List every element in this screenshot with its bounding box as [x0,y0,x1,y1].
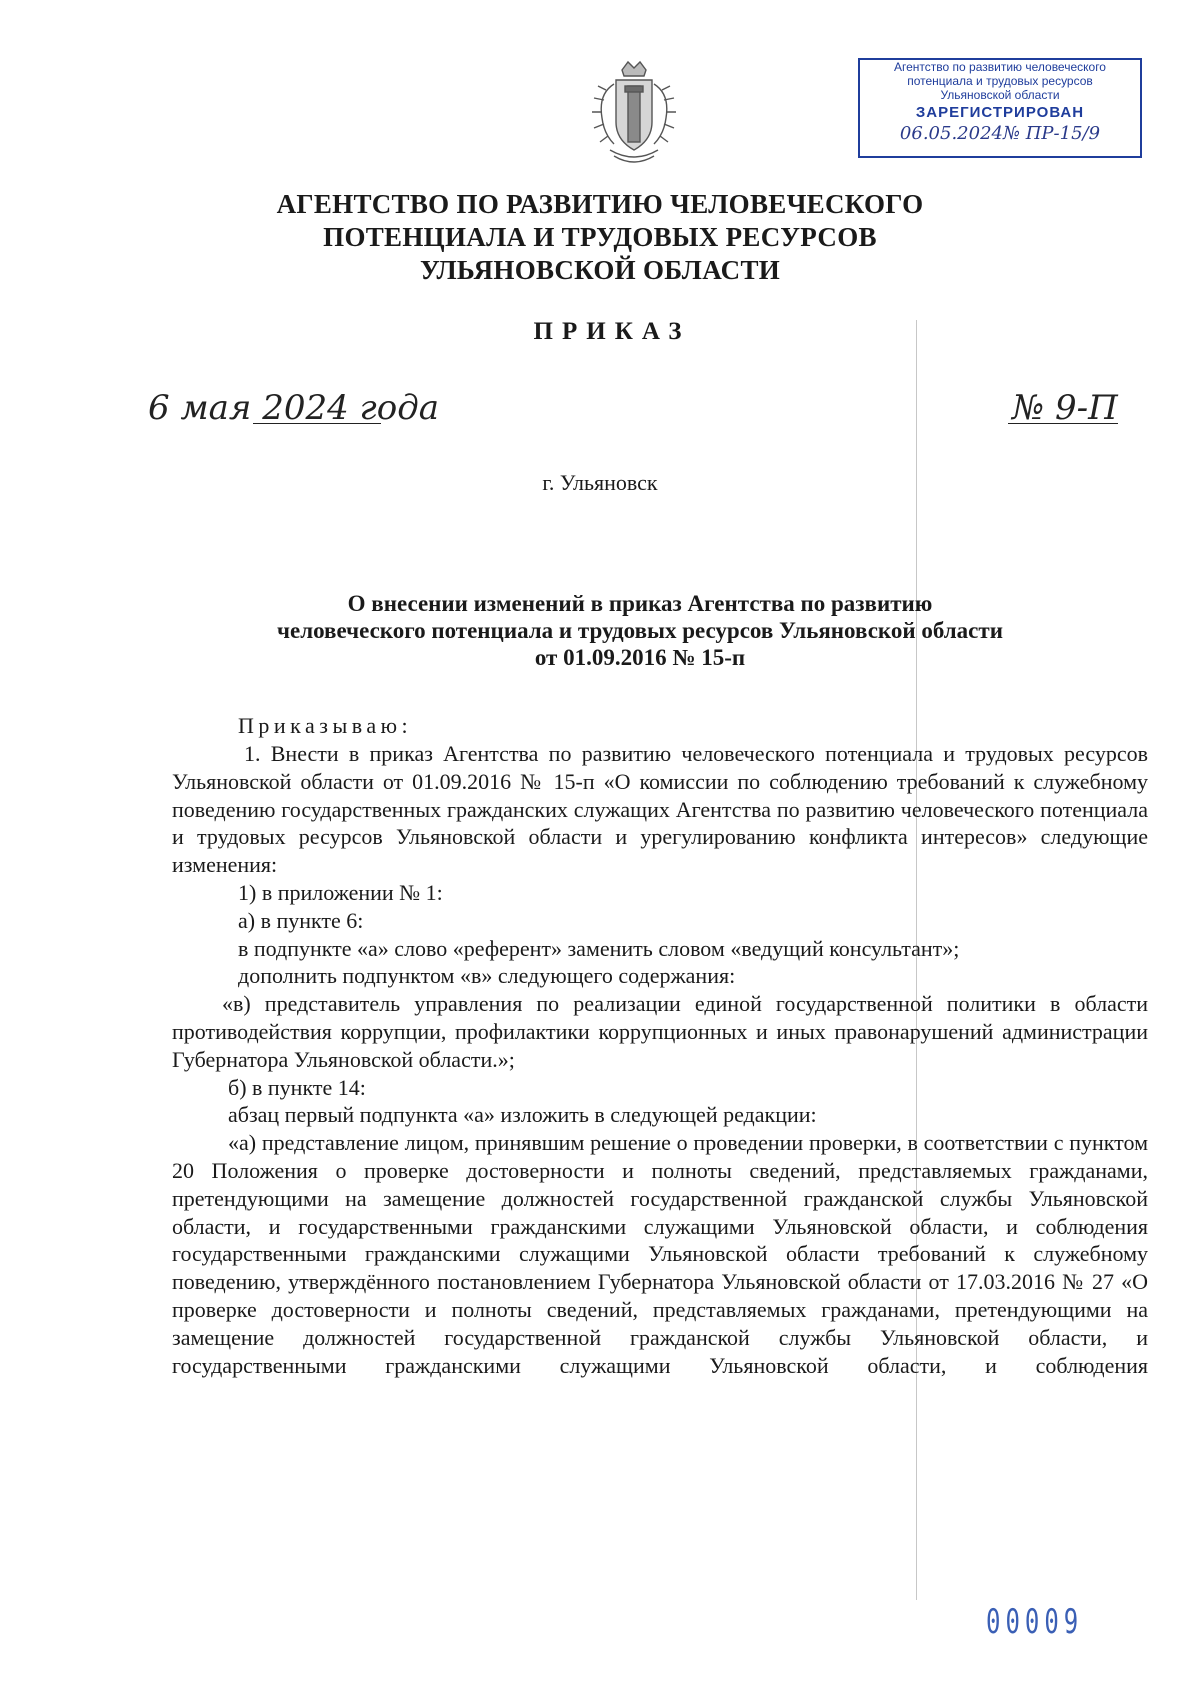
order-directive: Приказываю: [238,713,413,738]
paragraph: 1. Внести в приказ Агентства по развитию человеческого потенциала и трудовых ресурсов Ульяновской области от 01.09.2016 № 15-п «О комиссии по соблюдению требований к служебному поведению государственных гражданских служащих Агентства по развитию человеческого потенциала и трудовых ресурсов Ульяновской области и урегулированию конфликта интересов» следующие изменения: [172,741,1148,878]
paragraph: дополнить подпунктом «в» следующего содержания: [238,963,736,989]
paragraph: в подпункте «а» слово «референт» заменить словом «ведущий консультант»; [238,935,960,961]
document-body [172,740,1148,1379]
paragraph: 1) в приложении № 1: [238,879,443,905]
paragraph: «а) представление лицом, принявшим решение о проведении проверки, в соответствии с пунктом 20 Положения о проверке достоверности и полноты сведений, представляемых гражданами, претендующими на замещение должностей государственной гражданской службы Ульяновской области, и государственными гражданскими служащими Ульяновской области, и соблюдения государственными гражданскими служащими Ульяновской области требований к служебному поведению, утверждённого постановлением Губернатора Ульяновской области от 17.03.2016 № 27 «О проверке достоверности и полноты сведений, представляемых гражданами, претендующими на замещение должностей государственной гражданской службы Ульяновской области, и государственными гражданскими служащими Ульяновской области, и соблюдения [172,1130,1148,1378]
stamp-status: ЗАРЕГИСТРИРОВАН [915,104,1085,121]
stamp-handwritten-entry: 06.05.2024№ ПР-15/9 [899,123,1101,144]
document-type: ПРИКАЗ [533,318,691,345]
city-line: г. Ульяновск [542,470,658,495]
page-number: 00009 [986,1602,1084,1642]
order-subject [180,590,1100,671]
stamp-line: потенциала и трудовых ресурсов [907,74,1093,88]
agency-title-line: УЛЬЯНОВСКОЙ ОБЛАСТИ [419,255,781,285]
order-subject-line: от 01.09.2016 № 15-п [534,645,746,670]
ulyanovsk-coat-of-arms-icon [584,60,684,172]
paragraph: «в) представитель управления по реализации единой государственной политики в области противодействия коррупции, профилактики коррупционных и иных правонарушений администрации Губернатора Ульяновской области.»; [172,991,1148,1072]
paragraph: а) в пункте 6: [238,907,364,933]
registration-stamp [858,58,1142,158]
agency-title [200,188,1000,287]
agency-title-line: АГЕНТСТВО ПО РАЗВИТИЮ ЧЕЛОВЕЧЕСКОГО [276,189,924,219]
agency-title-line: ПОТЕНЦИАЛА И ТРУДОВЫХ РЕСУРСОВ [323,222,877,252]
order-subject-line: человеческого потенциала и трудовых ресурсов Ульяновской области [277,618,1003,643]
stamp-line: Агентство по развитию человеческого [894,60,1106,74]
paragraph: абзац первый подпункта «а» изложить в следующей редакции: [228,1102,817,1128]
handwritten-date: 6 мая 2024 года [148,388,440,428]
stamp-line: Ульяновской области [940,88,1060,102]
order-subject-line: О внесении изменений в приказ Агентства по развитию [347,591,933,616]
paragraph: б) в пункте 14: [228,1074,366,1100]
handwritten-order-number: № 9-П [1012,388,1118,428]
